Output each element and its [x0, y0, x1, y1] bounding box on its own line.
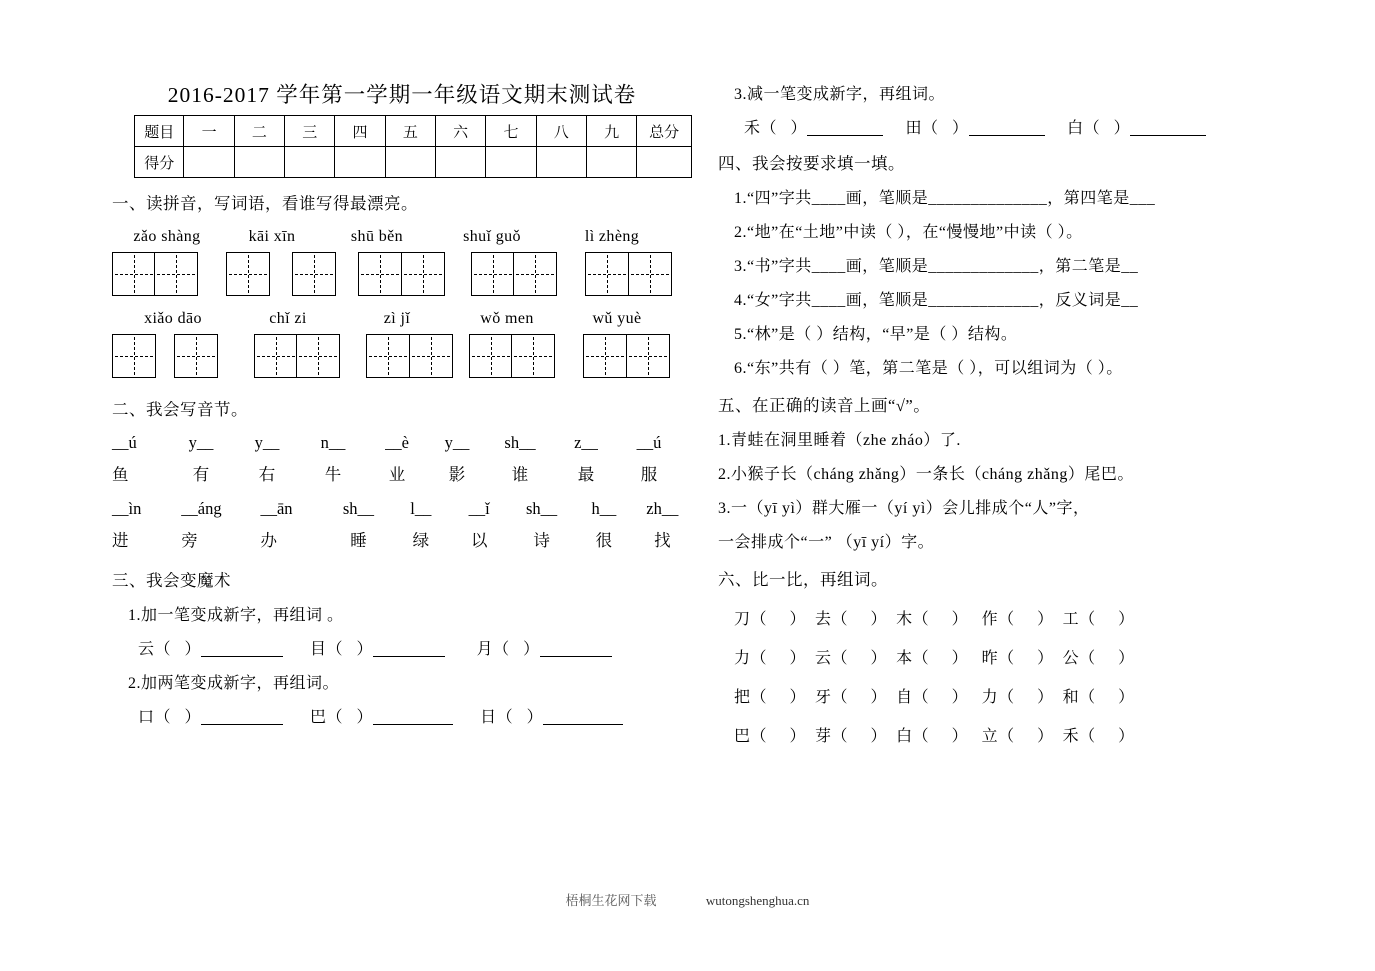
answer-blank[interactable]: [543, 709, 623, 725]
compare-char: 作: [981, 611, 999, 628]
score-cell-5[interactable]: [385, 147, 435, 178]
char-hint: 谁: [511, 465, 529, 484]
syllable-blank-14[interactable]: l__: [410, 499, 432, 518]
pinyin-wu-yue: wǔ yuè: [592, 310, 642, 327]
answer-blank[interactable]: [373, 709, 453, 725]
compare-char: 力: [981, 689, 999, 706]
magic-char: 云: [138, 641, 155, 658]
section-5-item-3[interactable]: 3.一（yī yì）群大雁一（yí yì）会儿排成个“人”字，: [718, 500, 1090, 517]
magic-char: 月: [476, 641, 494, 658]
magic-char: 口: [138, 709, 155, 726]
score-table-label-score: 得分: [135, 147, 184, 178]
pinyin-li-zheng: lì zhèng: [584, 228, 640, 245]
magic-char: 田: [905, 120, 923, 137]
left-column: [112, 78, 692, 727]
grid-group[interactable]: [112, 334, 156, 378]
char-hint: 很: [595, 531, 613, 550]
score-table-col-total: 总分: [637, 116, 692, 147]
compare-char: 去: [815, 611, 832, 628]
section-2-syllable-row-2: [112, 499, 692, 519]
syllable-blank-9[interactable]: __ú: [636, 433, 662, 452]
section-5-item-1[interactable]: 1.青蛙在洞里睡着（zhe zháo）了.: [718, 432, 961, 449]
tian-zi-ge-box[interactable]: [585, 252, 629, 296]
magic-char: 白: [1067, 120, 1084, 137]
pinyin-zi-ji: zì jǐ: [383, 310, 411, 327]
syllable-blank-1[interactable]: __ú: [112, 433, 137, 452]
footer-source-label: 梧桐生花网下载: [565, 893, 657, 908]
score-table-col-1: 一: [184, 116, 234, 147]
section-2-heading: 二、我会写音节。: [112, 400, 248, 419]
syllable-blank-11[interactable]: __áng: [181, 499, 222, 518]
char-hint: 以: [470, 531, 488, 550]
compare-char: 木: [896, 611, 913, 628]
char-hint: 业: [388, 465, 406, 484]
tian-zi-ge-box[interactable]: [626, 334, 670, 378]
compare-char: 白: [896, 728, 913, 745]
char-hint: 服: [640, 465, 658, 484]
grid-group[interactable]: [292, 252, 336, 296]
section-6-heading: 六、比一比，再组词。: [718, 570, 888, 589]
compare-char: 昨: [981, 650, 999, 667]
score-table-col-5: 五: [385, 116, 435, 147]
answer-blank[interactable]: [1130, 120, 1206, 136]
answer-blank[interactable]: [807, 120, 883, 136]
magic-char: 日: [480, 709, 497, 726]
score-table-col-8: 八: [536, 116, 586, 147]
pinyin-kai-xin: kāi xīn: [248, 228, 296, 245]
score-table-col-9: 九: [586, 116, 636, 147]
section-4-item-5[interactable]: 5.“林”是（ ）结构，“早”是（ ）结构。: [734, 326, 1018, 343]
section-4-item-1[interactable]: 1.“四”字共____画，笔顺是______________，第四笔是___: [734, 190, 1156, 207]
tian-zi-ge-box[interactable]: [296, 334, 340, 378]
compare-char: 立: [981, 728, 999, 745]
syllable-blank-2[interactable]: y__: [188, 433, 214, 452]
section-5-item-3-cont[interactable]: 一会排成个“一” （yī yí）字。: [718, 534, 935, 551]
tian-zi-ge-box[interactable]: [292, 252, 336, 296]
syllable-blank-5[interactable]: __è: [385, 433, 409, 452]
compare-char: 刀: [734, 611, 751, 628]
section-2-syllable-row-1: [112, 433, 692, 453]
page-title: 2016-2017 学年第一学期一年级语文期末测试卷: [167, 83, 637, 107]
syllable-blank-10[interactable]: __ìn: [112, 499, 142, 518]
char-hint: 牛: [324, 465, 342, 484]
footer-site-url: wutongshenghua.cn: [705, 893, 810, 908]
tian-zi-ge-box[interactable]: [112, 334, 156, 378]
section-1-pinyin-row-2: [112, 310, 692, 328]
compare-char: 禾: [1062, 728, 1080, 745]
answer-blank[interactable]: [201, 641, 283, 657]
score-table-col-4: 四: [335, 116, 385, 147]
grid-group[interactable]: [112, 252, 198, 296]
grid-group[interactable]: [174, 334, 218, 378]
section-6-row-4: 巴（ ） 芽（ ） 白（ ） 立（ ） 禾（ ）: [734, 728, 1135, 745]
section-3-item-3-label: 3.减一笔变成新字，再组词。: [734, 86, 946, 103]
pinyin-zao-shang: zǎo shàng: [133, 228, 201, 245]
tian-zi-ge-box[interactable]: [358, 252, 402, 296]
grid-group[interactable]: [585, 252, 671, 296]
score-table-col-3: 三: [285, 116, 335, 147]
section-4-item-4[interactable]: 4.“女”字共____画，笔顺是_____________，反义词是__: [734, 292, 1139, 309]
answer-blank[interactable]: [969, 120, 1045, 136]
score-table-label-subject: 题目: [135, 116, 184, 147]
char-hint: 有: [192, 465, 210, 484]
tian-zi-ge-box[interactable]: [628, 252, 672, 296]
pinyin-chi-zi: chǐ zi: [269, 310, 307, 327]
section-1-grid-row-2: [112, 334, 692, 378]
char-hint: 鱼: [112, 465, 129, 484]
section-3-item-1-label: 1.加一笔变成新字，再组词 。: [128, 607, 344, 624]
tian-zi-ge-box[interactable]: [513, 252, 557, 296]
tian-zi-ge-box[interactable]: [174, 334, 218, 378]
section-3-heading: 三、我会变魔术: [112, 571, 231, 590]
compare-char: 巴: [734, 728, 751, 745]
syllable-blank-16[interactable]: sh__: [525, 499, 558, 518]
grid-group[interactable]: [469, 334, 555, 378]
answer-blank[interactable]: [540, 641, 612, 657]
section-3-item-2-row: 口（ ） 巴（ ） 日（ ）: [112, 704, 692, 727]
section-6-row-1: 刀（ ） 去（ ） 木（ ） 作（ ） 工（ ）: [734, 611, 1135, 628]
score-cell-4[interactable]: [335, 147, 385, 178]
score-cell-6[interactable]: [436, 147, 486, 178]
section-5-item-2[interactable]: 2.小猴子长（cháng zhǎng）一条长（cháng zhǎng）尾巴。: [718, 466, 1134, 483]
footer: [0, 890, 1375, 909]
magic-char: 目: [310, 641, 327, 658]
char-hint: 绿: [412, 531, 430, 550]
pinyin-shu-ben: shū běn: [350, 228, 404, 245]
syllable-blank-4[interactable]: n__: [320, 433, 346, 452]
magic-char: 巴: [310, 709, 327, 726]
tian-zi-ge-box[interactable]: [254, 334, 298, 378]
score-cell-8[interactable]: [536, 147, 586, 178]
char-hint: 办: [260, 531, 277, 550]
section-2-char-row-2: [112, 527, 692, 551]
syllable-blank-8[interactable]: z__: [574, 433, 598, 452]
section-1-grid-row-1: [112, 252, 692, 296]
right-column: [718, 78, 1308, 746]
section-5-heading: 五、在正确的读音上画“√”。: [718, 396, 931, 415]
score-table-col-6: 六: [436, 116, 486, 147]
tian-zi-ge-box[interactable]: [366, 334, 410, 378]
score-cell-7[interactable]: [486, 147, 536, 178]
syllable-blank-12[interactable]: __ān: [260, 499, 293, 518]
compare-char: 工: [1062, 611, 1080, 628]
pinyin-shui-guo: shuǐ guǒ: [463, 228, 521, 245]
syllable-blank-18[interactable]: zh__: [646, 499, 679, 518]
score-cell-3[interactable]: [285, 147, 335, 178]
tian-zi-ge-box[interactable]: [112, 252, 156, 296]
pinyin-wo-men: wǒ men: [480, 310, 534, 327]
score-cell-2[interactable]: [234, 147, 284, 178]
score-cell-9[interactable]: [586, 147, 636, 178]
tian-zi-ge-box[interactable]: [471, 252, 515, 296]
syllable-blank-6[interactable]: y__: [444, 433, 470, 452]
section-1-heading: 一、读拼音，写词语，看谁写得最漂亮。: [112, 194, 418, 213]
answer-blank[interactable]: [373, 641, 445, 657]
compare-char: 公: [1062, 650, 1080, 667]
char-hint: 找: [654, 531, 671, 550]
section-3-item-1-row: 云（ ） 目（ ） 月（ ）: [112, 636, 692, 659]
compare-char: 和: [1062, 689, 1080, 706]
compare-char: 力: [734, 650, 751, 667]
grid-group[interactable]: [471, 252, 557, 296]
tian-zi-ge-box[interactable]: [409, 334, 453, 378]
section-6-row-3: 把（ ） 牙（ ） 自（ ） 力（ ） 和（ ）: [734, 689, 1135, 706]
grid-group[interactable]: [366, 334, 452, 378]
tian-zi-ge-box[interactable]: [583, 334, 627, 378]
grid-group[interactable]: [226, 252, 270, 296]
compare-char: 牙: [815, 689, 832, 706]
char-hint: 进: [112, 531, 129, 550]
score-table-col-2: 二: [234, 116, 284, 147]
answer-blank[interactable]: [201, 709, 283, 725]
section-3-item-3-row: 禾（ ） 田（ ） 白（ ）: [718, 115, 1308, 138]
char-hint: 诗: [533, 531, 550, 550]
tian-zi-ge-box[interactable]: [511, 334, 555, 378]
compare-char: 芽: [815, 728, 832, 745]
compare-char: 自: [896, 689, 913, 706]
score-cell-total[interactable]: [637, 147, 692, 178]
pinyin-xiao-dao: xiǎo dāo: [144, 310, 202, 327]
char-hint: 最: [577, 465, 595, 484]
section-4-item-6[interactable]: 6.“东”共有（ ）笔，第二笔是（ ），可以组词为（ ）。: [734, 360, 1123, 377]
syllable-blank-7[interactable]: sh__: [504, 433, 536, 452]
score-table-col-7: 七: [486, 116, 536, 147]
section-4-heading: 四、我会按要求填一填。: [718, 154, 905, 173]
char-hint: 旁: [181, 531, 198, 550]
compare-char: 云: [815, 650, 832, 667]
score-cell-1[interactable]: [184, 147, 234, 178]
magic-char: 禾: [744, 120, 761, 137]
syllable-blank-13[interactable]: sh__: [342, 499, 375, 518]
tian-zi-ge-box[interactable]: [226, 252, 270, 296]
table-row-scores: [135, 147, 692, 178]
section-2-char-row-1: [112, 461, 692, 485]
syllable-blank-3[interactable]: y__: [254, 433, 280, 452]
score-table: [134, 115, 692, 178]
char-hint: 右: [258, 465, 276, 484]
syllable-blank-15[interactable]: __ǐ: [468, 499, 490, 518]
char-hint: 影: [448, 465, 466, 484]
grid-group[interactable]: [254, 334, 340, 378]
compare-char: 把: [734, 689, 751, 706]
tian-zi-ge-box[interactable]: [401, 252, 445, 296]
tian-zi-ge-box[interactable]: [469, 334, 513, 378]
grid-group[interactable]: [583, 334, 669, 378]
section-1-pinyin-row-1: [112, 228, 692, 246]
table-row-header: [135, 116, 692, 147]
char-hint: 睡: [350, 531, 367, 550]
syllable-blank-17[interactable]: h__: [591, 499, 617, 518]
section-4-item-2[interactable]: 2.“地”在“土地”中读（ ），在“慢慢地”中读（ ）。: [734, 224, 1083, 241]
grid-group[interactable]: [358, 252, 444, 296]
section-4-item-3[interactable]: 3.“书”字共____画，笔顺是_____________，第二笔是__: [734, 258, 1139, 275]
section-6-row-2: 力（ ） 云（ ） 本（ ） 昨（ ） 公（ ）: [734, 650, 1135, 667]
tian-zi-ge-box[interactable]: [154, 252, 198, 296]
section-3-item-2-label: 2.加两笔变成新字，再组词。: [128, 675, 340, 692]
compare-char: 本: [896, 650, 913, 667]
